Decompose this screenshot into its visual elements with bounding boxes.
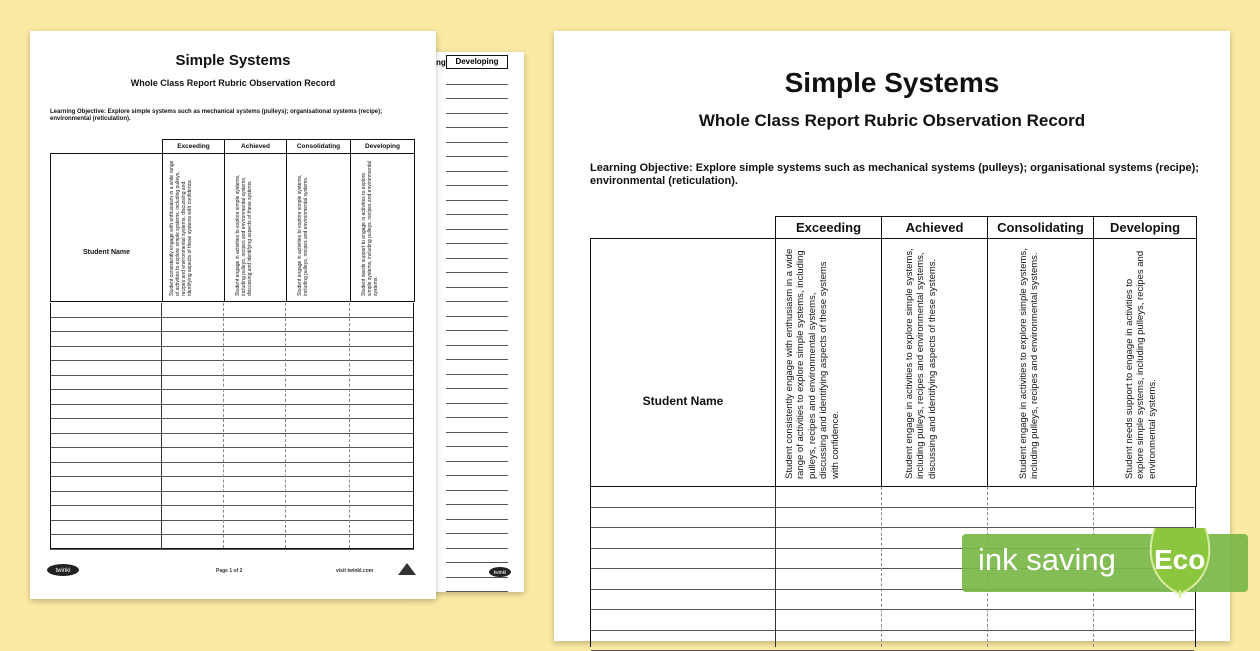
table-row: [446, 99, 508, 114]
table-row: [446, 70, 508, 85]
header-developing: Developing: [1094, 217, 1197, 239]
table-row: [446, 288, 508, 303]
table-row: [446, 244, 508, 259]
table-row: [446, 520, 508, 535]
table-row: [446, 462, 508, 477]
table-row: [446, 476, 508, 491]
svg-text:twinkl: twinkl: [494, 570, 507, 576]
left-grid-lines: [50, 303, 414, 549]
descriptor-exceeding: [163, 154, 225, 302]
table-row: [446, 128, 508, 143]
descriptor-text: Student engage in activities to explore simple systems, including pulleys, recipes and environmental systems, discussing and identifying aspects of these systems.: [904, 247, 938, 479]
descriptor-text: Student engage in activities to explore simple systems, including pulleys, recipes and environmental systems.: [1018, 247, 1041, 479]
table-row: [446, 433, 508, 448]
descriptor-text: Student consistently engage with enthusiasm in a wide range of activities to explore simple systems, including pulleys, recipes and environmental systems, discussing and identifying aspects of these systems with confidence.: [169, 160, 193, 296]
twinkl-logo: [46, 561, 80, 582]
descriptor-consolidating: [988, 239, 1094, 487]
table-row: [446, 85, 508, 100]
table-row: [446, 505, 508, 520]
table-row: [446, 346, 508, 361]
learning-objective: Learning Objective: Explore simple systems such as mechanical systems (pulleys); organisational systems (recipe); environmental (reticulation).: [590, 162, 1202, 188]
table-row: [446, 215, 508, 230]
table-row: [446, 186, 508, 201]
table-row: [446, 389, 508, 404]
table-row: [446, 201, 508, 216]
table-row: [446, 273, 508, 288]
student-name-label: Student Name: [51, 249, 162, 256]
table-row: [446, 157, 508, 172]
table-row: [591, 631, 1194, 651]
rubric-table: [50, 139, 415, 302]
back-rows: [446, 70, 508, 592]
table-row: [446, 360, 508, 375]
header-achieved: Achieved: [225, 140, 287, 154]
student-name-header: [51, 154, 163, 302]
descriptor-developing: [1094, 239, 1197, 487]
table-row: [446, 404, 508, 419]
ink-saving-badge: [962, 528, 1248, 598]
table-row: [446, 114, 508, 129]
header-achieved: Achieved: [882, 217, 988, 239]
descriptor-consolidating: [287, 154, 351, 302]
footer-site: visit twinkl.com: [336, 568, 373, 574]
table-row: [446, 375, 508, 390]
table-row: [446, 491, 508, 506]
table-row: [446, 143, 508, 158]
table-row: [446, 172, 508, 187]
table-row: [591, 610, 1194, 631]
page-title: Simple Systems: [30, 52, 436, 69]
descriptor-achieved: [225, 154, 287, 302]
rubric-table: [590, 216, 1197, 487]
eco-label: Eco: [1154, 544, 1205, 576]
table-row: [591, 487, 1194, 508]
descriptor-text: Student engage in activities to explore simple systems, including pulleys, recipes and environmental systems, discussing and identifying aspects of these systems.: [235, 160, 253, 296]
logo-text: twinkl: [55, 568, 70, 574]
descriptor-achieved: [882, 239, 988, 487]
header-consolidating: Consolidating: [988, 217, 1094, 239]
page-number: Page 1 of 2: [216, 568, 242, 574]
table-row: [446, 418, 508, 433]
header-exceeding: Exceeding: [776, 217, 882, 239]
header-consolidating: Consolidating: [287, 140, 351, 154]
descriptor-exceeding: [776, 239, 882, 487]
page-subtitle: Whole Class Report Rubric Observation Record: [554, 111, 1230, 131]
ink-saving-label: ink saving: [978, 542, 1116, 578]
learning-objective: Learning Objective: Explore simple systems such as mechanical systems (pulleys); organisational systems (recipe); environmental (reticulation).: [50, 109, 422, 123]
back-partial-header: ng: [436, 58, 446, 67]
student-name-header: [591, 239, 776, 487]
descriptor-text: Student consistently engage with enthusiasm in a wide range of activities to explore simple systems, including pulleys, recipes and environmental systems, discussing and identifying aspects of these systems with confidence.: [784, 247, 841, 479]
table-row: [446, 259, 508, 274]
page-title: Simple Systems: [554, 67, 1230, 99]
leaf-logo: [396, 561, 418, 582]
header-exceeding: Exceeding: [163, 140, 225, 154]
page-subtitle: Whole Class Report Rubric Observation Record: [30, 78, 436, 88]
descriptor-text: Student engage in activities to explore simple systems, including pulleys, recipes and environmental systems.: [297, 160, 309, 296]
descriptor-text: Student needs support to engage in activities to explore simple systems, including pulleys, recipes and environmental systems.: [361, 160, 379, 296]
back-header-cell: Developing: [446, 55, 508, 69]
descriptor-text: Student needs support to engage in activities to explore simple systems, including pulleys, recipes and environmental systems.: [1124, 247, 1158, 479]
header-developing: Developing: [351, 140, 415, 154]
student-name-label: Student Name: [591, 394, 775, 408]
table-row: [446, 302, 508, 317]
table-row: [446, 447, 508, 462]
table-row: [446, 331, 508, 346]
table-row: [446, 317, 508, 332]
table-row: [446, 230, 508, 245]
table-row: [446, 549, 508, 564]
twinkl-logo-small: [488, 564, 512, 583]
table-row: [446, 534, 508, 549]
table-row: [591, 508, 1194, 529]
left-sheet: [30, 31, 436, 599]
descriptor-developing: [351, 154, 415, 302]
